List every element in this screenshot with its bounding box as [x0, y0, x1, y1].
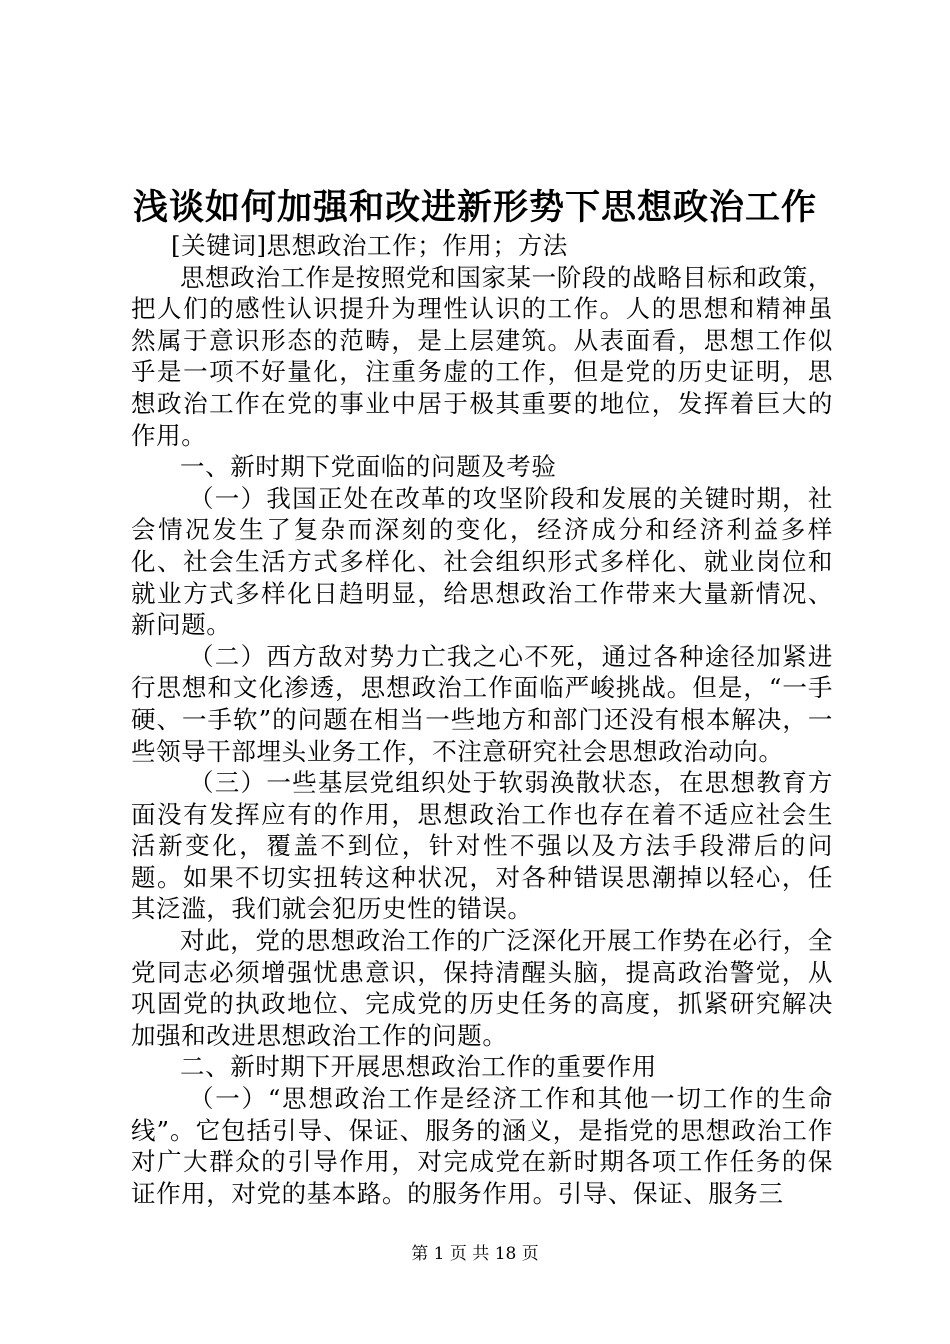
paragraph-1-1: （一）我国正处在改革的攻坚阶段和发展的关键时期，社会情况发生了复杂而深刻的变化，经济成分和经济利益多样化、社会生活方式多样化、社会组织形式多样化、就业岗位和就业方式多样化日趋明显，给思想政治工作带来大量新情况、新问题。: [131, 483, 833, 640]
paragraph-conclusion-1: 对此，党的思想政治工作的广泛深化开展工作势在必行，全党同志必须增强忧患意识，保持清醒头脑，提高政治警觉，从巩固党的执政地位、完成党的历史任务的高度，抓紧研究解决加强和改进思想政治工作的问题。: [131, 926, 833, 1050]
document-body: [131, 230, 833, 1209]
page-footer: 第 1 页 共 18 页: [411, 1244, 539, 1264]
keywords-line: [关键词]思想政治工作；作用；方法: [171, 231, 568, 260]
paragraph-2-1: （一）“思想政治工作是经济工作和其他一切工作的生命线”。它包括引导、保证、服务的涵义，是指党的思想政治工作对广大群众的引导作用，对完成党在新时期各项工作任务的保证作用，对党的基本路。的服务作用。引导、保证、服务三: [131, 1084, 833, 1208]
paragraph-intro: 思想政治工作是按照党和国家某一阶段的战略目标和政策，把人们的感性认识提升为理性认识的工作。人的思想和精神虽然属于意识形态的范畴，是上层建筑。从表面看，思想工作似乎是一项不好量化，注重务虚的工作，但是党的历史证明，思想政治工作在党的事业中居于极其重要的地位，发挥着巨大的作用。: [131, 262, 833, 450]
paragraph-1-3: （三）一些基层党组织处于软弱涣散状态，在思想教育方面没有发挥应有的作用，思想政治工作也存在着不适应社会生活新变化，覆盖不到位，针对性不强以及方法手段滞后的问题。如果不切实扭转这种状况，对各种错误思潮掉以轻心，任其泛滥，我们就会犯历史性的错误。: [131, 768, 833, 924]
section-heading-2: 二、新时期下开展思想政治工作的重要作用: [180, 1052, 657, 1082]
paragraph-1-2: （二）西方敌对势力亡我之心不死，通过各种途径加紧进行思想和文化渗透，思想政治工作面临严峻挑战。但是，“一手硬、一手软”的问题在相当一些地方和部门还没有根本解决，一些领导干部埋头业务工作，不注意研究社会思想政治动向。: [131, 641, 833, 766]
section-heading-1: 一、新时期下党面临的问题及考验: [180, 452, 557, 482]
document-title: 浅谈如何加强和改进新形势下思想政治工作: [132, 187, 817, 228]
